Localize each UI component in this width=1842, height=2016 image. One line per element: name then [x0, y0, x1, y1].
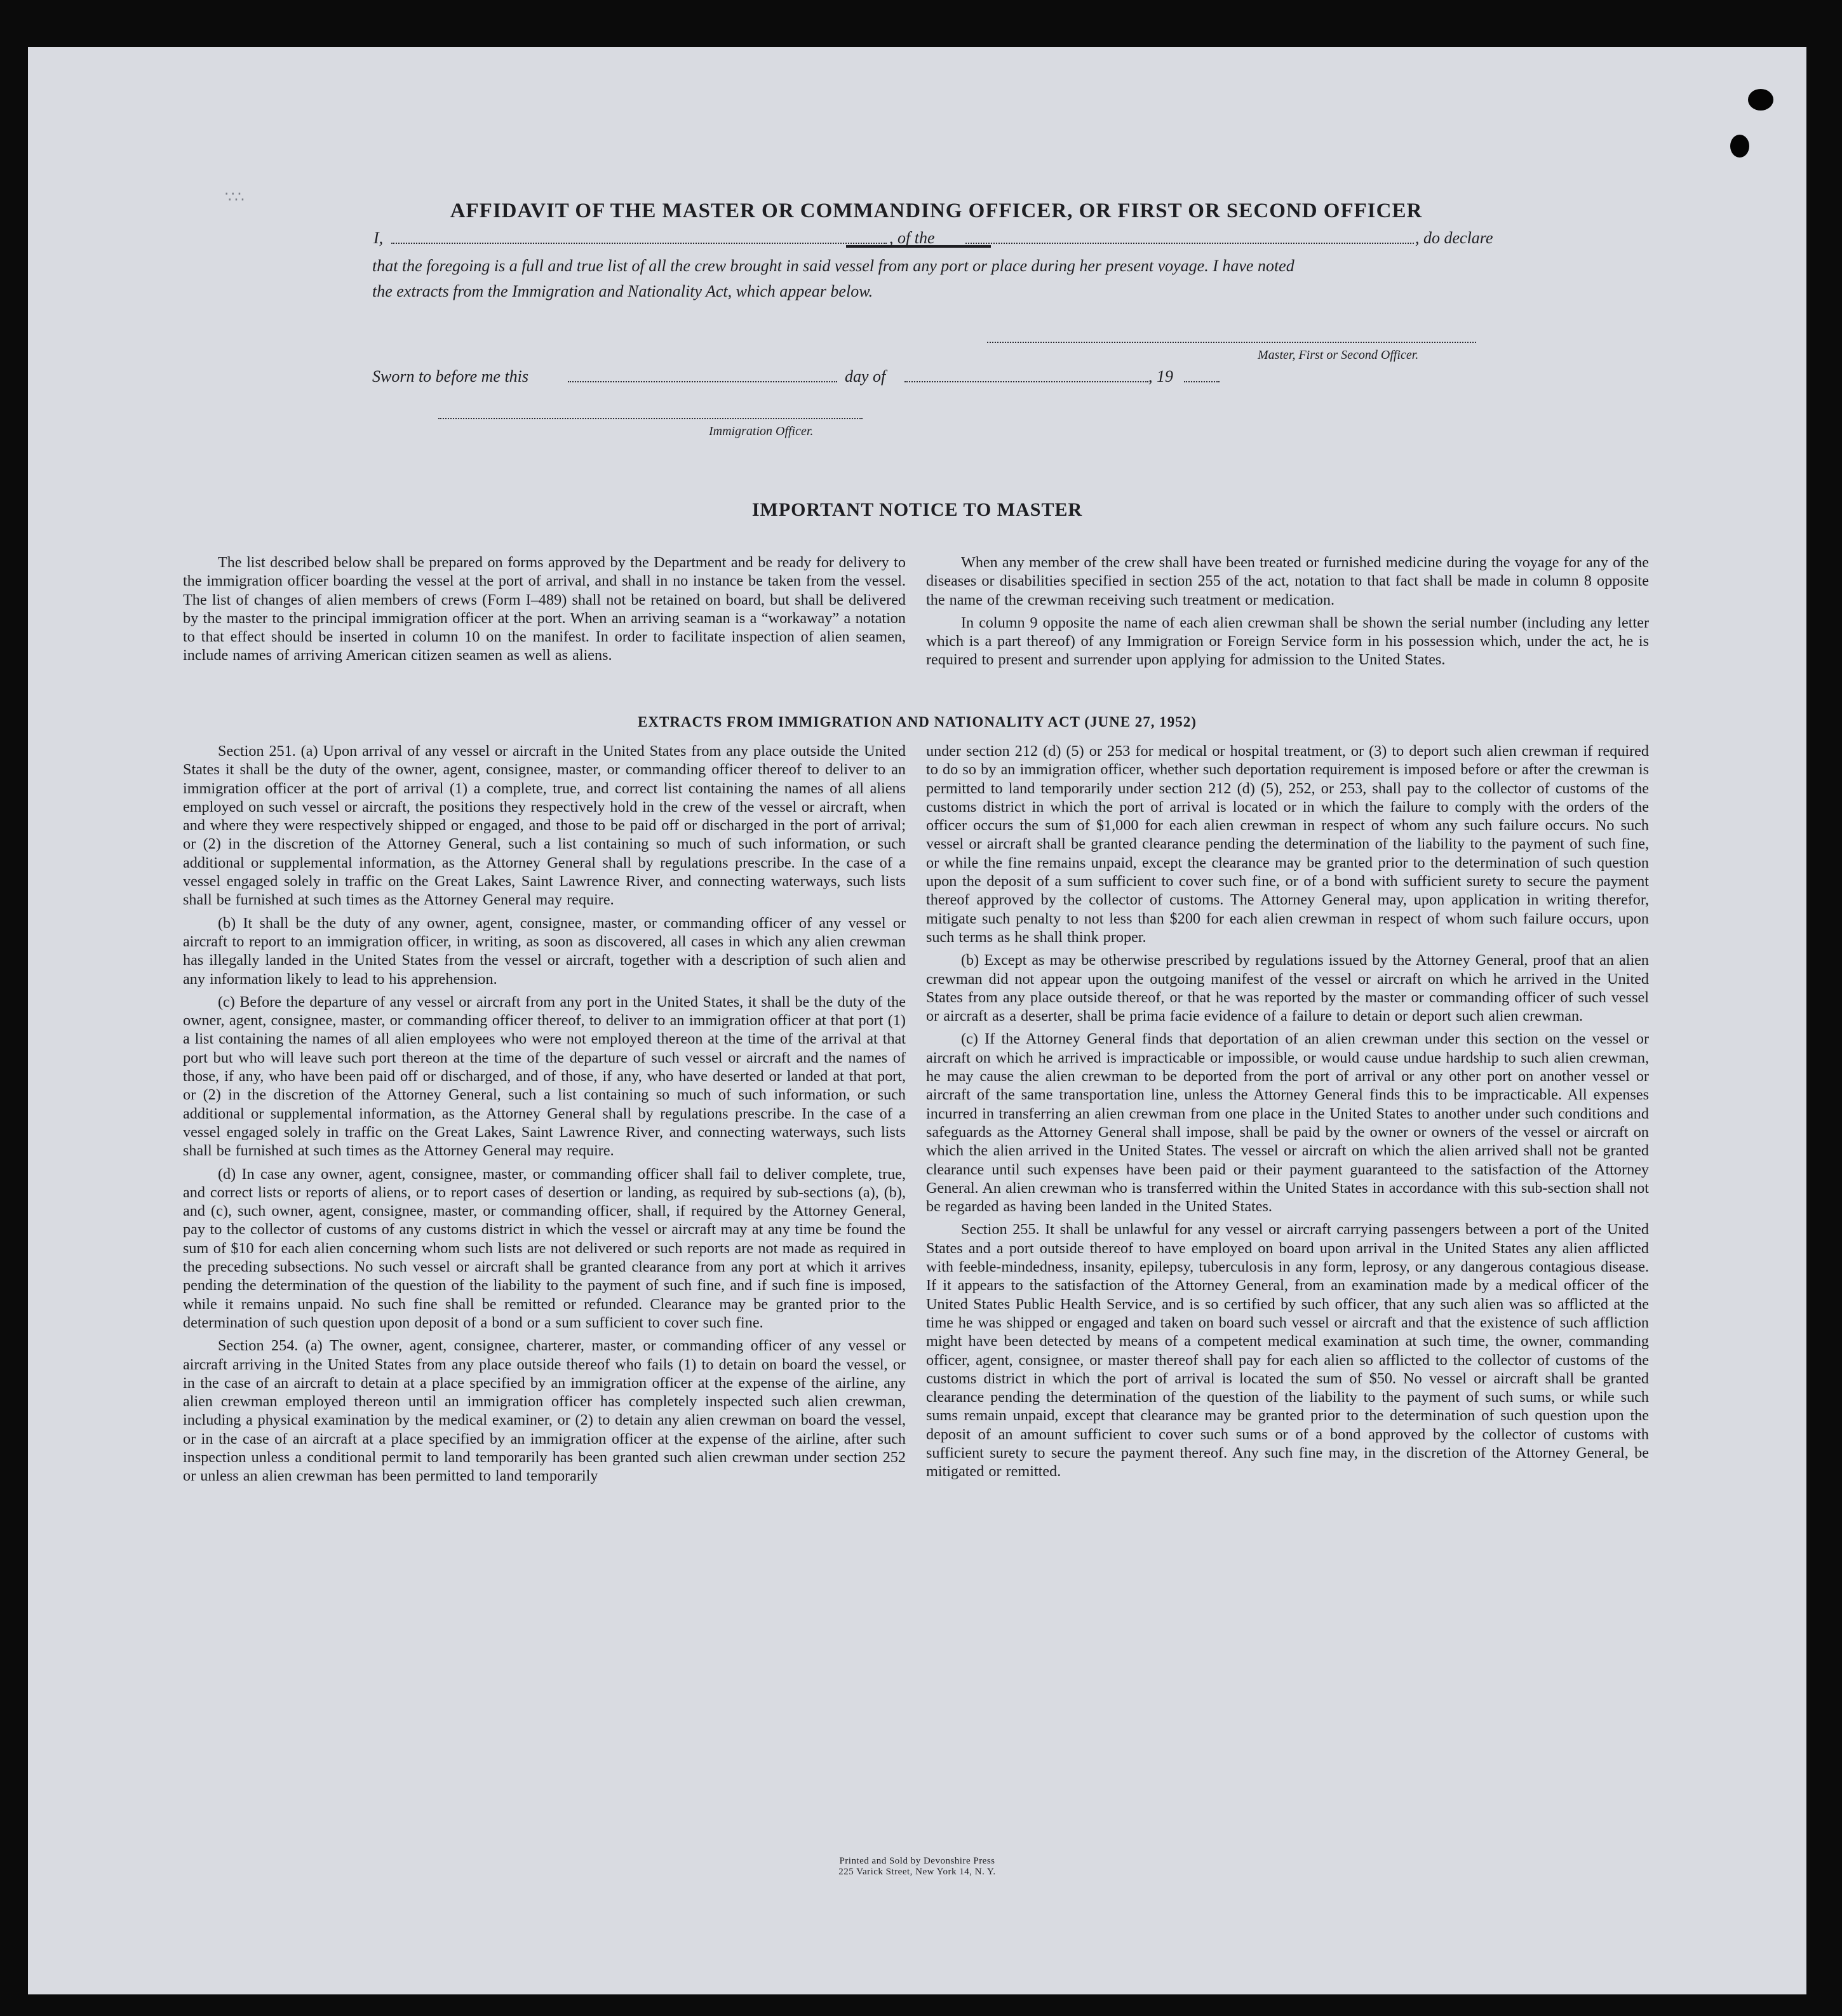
- of-the-label: , of the: [889, 229, 935, 247]
- declaration-line-1: that the foregoing is a full and true list of all the crew brought in said vessel from any port or place during her present voyage. I have noted: [372, 257, 1294, 275]
- sworn-year-field[interactable]: [1184, 381, 1220, 382]
- notice-paragraph: When any member of the crew shall have been treated or furnished medicine during the voyage for any of the diseases or disabilities specified in section 255 of the act, notation to that fact shall be made in column 8 opposite the name of the crewman receiving such treatment or medication.: [926, 554, 1649, 608]
- master-signature-line[interactable]: [987, 342, 1476, 343]
- notice-paragraph: The list described below shall be prepared on forms approved by the Department and be ready for delivery to the immigration officer boarding the vessel at the port of arrival, and shall in no instance be taken from the vessel. The list of changes of alien members of crews (Form I–489) shall not be retained on board, but shall be delivered by the master to the principal immigration officer at the port. When an arriving seaman is a “workaway” a notation to that effect should be inserted in column 10 on the manifest. In order to facilitate inspection of alien seamen, include names of arriving American citizen seamen as well as aliens.: [183, 554, 906, 664]
- act-paragraph: (b) Except as may be otherwise prescribed by regulations issued by the Attorney General, proof that an alien crewman did not appear upon the outgoing manifest of the vessel or aircraft on which he arrived in the United States from any place outside thereof, or that he was reported by the master or commanding officer of such vessel or aircraft as a deserter, shall be prima facie evidence of a failure to detain or deport such alien crewman.: [926, 951, 1649, 1025]
- document-sheet: [28, 47, 1806, 1994]
- sworn-day-field[interactable]: [568, 381, 837, 382]
- vessel-field[interactable]: [965, 243, 1414, 244]
- ink-speck-top: [1748, 89, 1773, 111]
- extracts-right-column: [926, 742, 1649, 1486]
- year-prefix: , 19: [1148, 367, 1173, 386]
- immigration-officer-caption: Immigration Officer.: [709, 424, 814, 438]
- master-caption: Master, First or Second Officer.: [1258, 348, 1419, 362]
- printer-line-1: Printed and Sold by Devonshire Press: [839, 1856, 995, 1866]
- declaration-line-2: the extracts from the Immigration and Nationality Act, which appear below.: [372, 282, 873, 300]
- do-declare-label: , do declare: [1415, 229, 1493, 247]
- sworn-month-field[interactable]: [904, 381, 1148, 382]
- act-paragraph: (d) In case any owner, agent, consignee, master, or commanding officer shall fail to deliver complete, true, and correct lists or reports of aliens, or to report cases of desertion or landing, as required by sub-sections (a), (b), and (c), such owner, agent, consignee, master, or commanding officer, shall, if required by the Attorney General, pay to the collector of customs of any customs district in which the vessel or aircraft may at any time be found the sum of $10 for each alien concerning whom such lists are not delivered or such reports are not made as required in the preceding subsections. No such vessel or aircraft shall be granted clearance from any port at which it arrives pending the determination of the question of the liability to the payment of such fine, and if such fine is imposed, while it remains unpaid. No such fine shall be remitted or refunded. Clearance may be granted prior to the determination of such question upon deposit of a bond or a sum sufficient to cover such fine.: [183, 1165, 906, 1331]
- margin-smudge: ∵∴: [225, 188, 245, 206]
- day-of-label: day of: [845, 367, 886, 386]
- extracts-left-column: [183, 742, 906, 1490]
- printer-line-2: 225 Varick Street, New York 14, N. Y.: [838, 1867, 996, 1877]
- notice-title: IMPORTANT NOTICE TO MASTER: [751, 499, 1083, 520]
- printer-imprint: [727, 1856, 1108, 1878]
- notice-right-column: [926, 553, 1649, 674]
- act-paragraph: (c) Before the departure of any vessel or aircraft from any port in the United States, it shall be the duty of the owner, agent, consignee, master, or commanding officer thereof, to deliver to an immigration officer at that port (1) a list containing the names of all alien employees who were not employed thereon at the time of the arrival at that port but who will leave such port thereon at the time of the departure of such vessel or aircraft and the names of those, if any, who have been paid off or discharged, and of those, if any, who have deserted or landed at that port, or (2) in the discretion of the Attorney General, such a list containing so much of such information, or such additional or supplemental information, as the Attorney General shall by regulations prescribe. In the case of a vessel engaged solely in traffic on the Great Lakes, Saint Lawrence River, and connecting waterways, such lists shall be furnished at such times as the Attorney General may require.: [183, 993, 906, 1160]
- sworn-label: Sworn to before me this: [372, 367, 529, 386]
- notice-paragraph: In column 9 opposite the name of each alien crewman shall be shown the serial number (including any letter which is a part thereof) of any Immigration or Foreign Service form in his possession which, under the act, he is required to present and surrender upon applying for admission to the United States.: [926, 614, 1649, 669]
- act-paragraph: (b) It shall be the duty of any owner, agent, consignee, master, or commanding officer of any vessel or aircraft to report to an immigration officer, in writing, as soon as discovered, all cases in which any alien crewman has illegally landed in the United States from the vessel or aircraft, together with a description of such alien and any information likely to lead to his apprehension.: [183, 914, 906, 988]
- act-paragraph: Section 255. It shall be unlawful for any vessel or aircraft carrying passengers between a port of the United States and a port outside thereof to have employed on board upon arrival in the United States any alien afflicted with feeble-mindedness, insanity, epilepsy, tuberculosis in any form, leprosy, or any dangerous contagious disease. If it appears to the satisfaction of the Attorney General, from an examination made by a medical officer of the United States Public Health Service, and is so certified by such officer, that any such alien was so afflicted at the time he was shipped or engaged and taken on board such vessel or aircraft and that the existence of such affliction might have been detected by means of a competent medical examination at such time, the owner, commanding officer, agent, consignee, or master thereof shall pay for each alien so afflicted to the collector of customs of the customs district in which the port of arrival is located the sum of $50. No vessel or aircraft shall be granted clearance pending the determination of the question of the liability to the payment of such sums, or while such sums remain unpaid, except that clearance may be granted prior to the determination of such question upon the deposit of an amount sufficient to cover such sums or of a bond approved by the collector of customs with sufficient surety to secure the payment thereof. Any such fine may, in the discretion of the Attorney General, be mitigated or remitted.: [926, 1221, 1649, 1481]
- name-field[interactable]: [391, 243, 887, 244]
- act-paragraph: Section 254. (a) The owner, agent, consignee, charterer, master, or commanding officer of any vessel or aircraft arriving in the United States from any place outside thereof who fails (1) to detain on board the vessel, or in the case of an aircraft to detain at a place specified by an immigration officer at the expense of the airline, any alien crewman employed thereon until an immigration officer has completely inspected such alien crewman, including a physical examination by the medical examiner, or (2) to detain any alien crewman on board the vessel, or in the case of an aircraft at a place specified by an immigration officer at the expense of the airline, after such inspection unless a conditional permit to land temporarily has been granted such alien crewman under section 252 or unless an alien crewman has been permitted to land temporarily: [183, 1337, 906, 1485]
- affidavit-title: AFFIDAVIT OF THE MASTER OR COMMANDING OFFICER, OR FIRST OR SECOND OFFICER: [450, 199, 1423, 222]
- act-paragraph: under section 212 (d) (5) or 253 for medical or hospital treatment, or (3) to deport such alien crewman if required to do so by an immigration officer, whether such deportation requirement is imposed before or after the crewman is permitted to land temporarily under section 212 (d) (5), 252, or 253, shall pay to the collector of customs of the customs district in which the port of arrival is located or in which the failure to comply with the orders of the officer occurs the sum of $1,000 for each alien crewman in respect of whom any such failure occurs. No such vessel or aircraft shall be granted clearance pending the determination of the liability to the payment of such fine, or while the fine remains unpaid, except the clearance may be granted prior to the determination of such question upon the deposit of a sum sufficient to cover such fine, or of a bond with sufficient surety to secure the payment thereof approved by the collector of customs. The Attorney General may, upon application in writing therefor, mitigate such penalty to not less than $200 for each alien crewman in respect of whom such failure occurs, upon such terms as he shall think proper.: [926, 743, 1649, 946]
- act-paragraph: (c) If the Attorney General finds that deportation of an alien crewman under this section on the vessel or aircraft on which he arrived is impracticable or impossible, or would cause undue hardship to such alien crewman, he may cause the alien crewman to be deported from the port of arrival or any other port on another vessel or aircraft of the same transportation line, unless the Attorney General finds this to be impracticable. All expenses incurred in transferring an alien crewman from one place in the United States to another under such conditions and safeguards as the Attorney General shall impose, shall be paid by the owner or owners of the vessel or aircraft on which the alien arrived in the United States. The vessel or aircraft on which the alien arrived shall not be granted clearance until such expenses have been paid or their payment guaranteed to the satisfaction of the Attorney General. An alien crewman who is transferred within the United States in accordance with this sub-section shall not be regarded as having been landed in the United States.: [926, 1030, 1649, 1216]
- extracts-title: EXTRACTS FROM IMMIGRATION AND NATIONALITY ACT (JUNE 27, 1952): [638, 714, 1197, 730]
- act-paragraph: Section 251. (a) Upon arrival of any vessel or aircraft in the United States from any place outside the United States it shall be the duty of the owner, agent, consignee, master, or commanding officer thereof to deliver to an immigration officer at the port of arrival (1) a complete, true, and correct list containing the names of all aliens employed on such vessel or aircraft, the positions they respectively hold in the crew of the vessel or aircraft, when and where they were respectively shipped or engaged, and those to be paid off or discharged in the port of arrival; or (2) in the discretion of the Attorney General, such a list containing so much of such information, or such additional or supplemental information, as the Attorney General shall by regulations prescribe. In the case of a vessel engaged solely in traffic on the Great Lakes, Saint Lawrence River, and connecting waterways, such lists shall be furnished at such times as the Attorney General may require.: [183, 743, 906, 909]
- i-label: I,: [373, 229, 384, 247]
- immigration-officer-signature-line[interactable]: [438, 418, 863, 419]
- ink-speck-lower: [1730, 135, 1749, 158]
- notice-left-column: [183, 553, 906, 669]
